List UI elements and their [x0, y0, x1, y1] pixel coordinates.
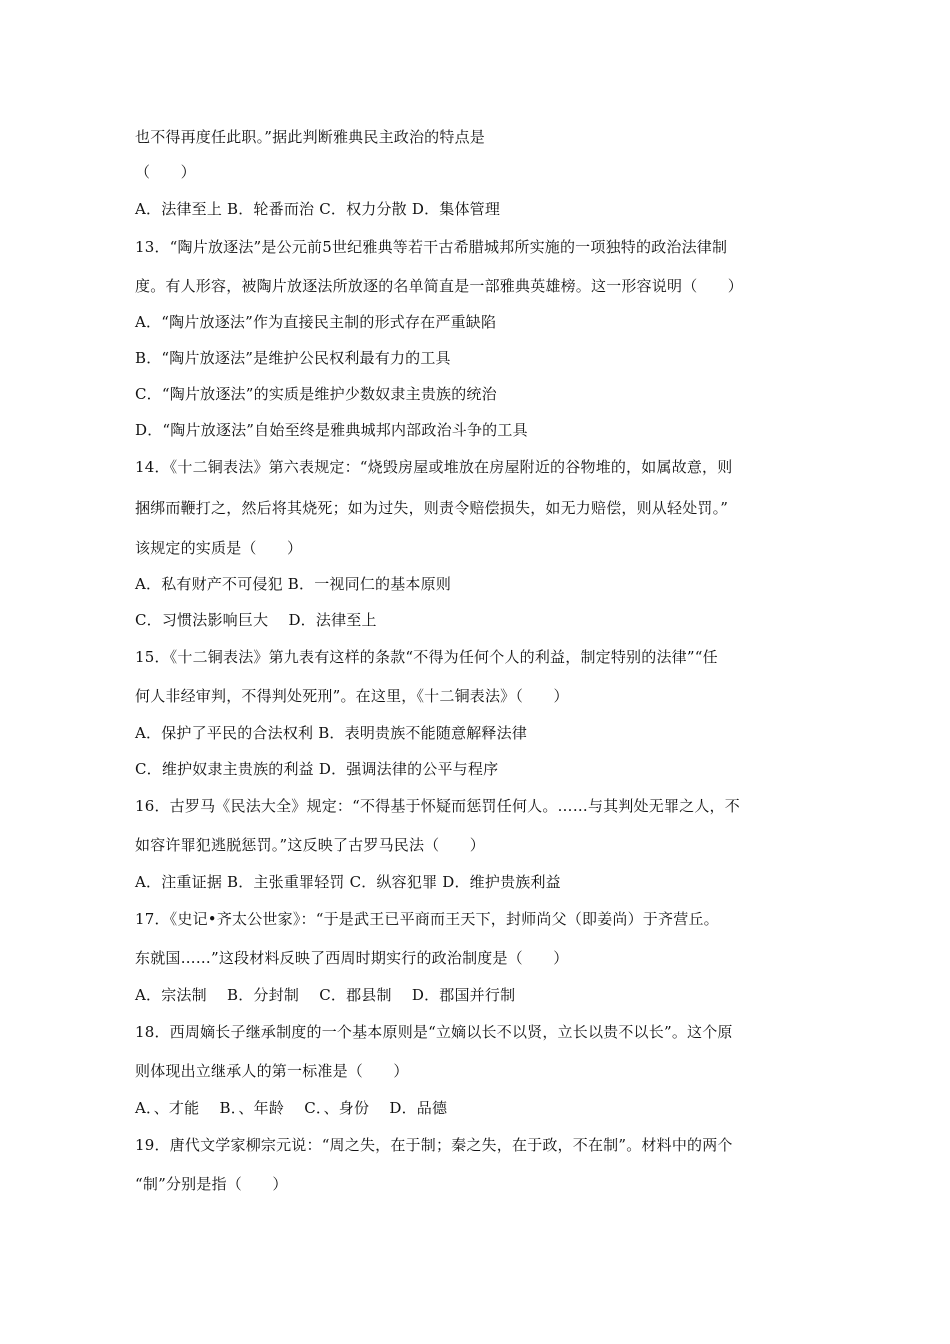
text-line: “制”分别是指（ ）	[135, 1175, 288, 1193]
text-line: A．法律至上 B．轮番而治 C．权力分散 D．集体管理	[135, 200, 501, 218]
options-line: A．注重证据 B．主张重罪轻罚 C．纵容犯罪 D．维护贵族利益	[135, 873, 561, 891]
options-line: A．宗法制 B．分封制 C．郡县制 D．郡国并行制	[135, 986, 516, 1004]
text-line: 如容许罪犯逃脱惩罚。”这反映了古罗马民法（ ）	[135, 836, 485, 854]
option-c: C．“陶片放逐法”的实质是维护少数奴隶主贵族的统治	[135, 385, 497, 403]
text-line: 东就国……”这段材料反映了西周时期实行的政治制度是（ ）	[135, 949, 569, 967]
question-15-stem: 15．《十二铜表法》第九表有这样的条款“不得为任何个人的利益，制定特别的法律”“任	[135, 648, 718, 666]
options-cd: C．习惯法影响巨大 D．法律至上	[135, 611, 377, 629]
option-d: D．“陶片放逐法”自始至终是雅典城邦内部政治斗争的工具	[135, 421, 528, 439]
question-14-stem: 14．《十二铜表法》第六表规定：“烧毁房屋或堆放在房屋附近的谷物堆的，如属故意，则	[135, 458, 733, 476]
text-line: 捆绑而鞭打之，然后将其烧死；如为过失，则责令赔偿损失，如无力赔偿，则从轻处罚。”	[135, 499, 729, 517]
text-line: 则体现出立继承人的第一标准是（ ）	[135, 1062, 409, 1080]
text-line: 该规定的实质是（ ）	[135, 539, 303, 557]
options-ab: A．保护了平民的合法权利 B．表明贵族不能随意解释法律	[135, 724, 528, 742]
text-line: 度。有人形容，被陶片放逐法所放逐的名单简直是一部雅典英雄榜。这一形容说明（ ）	[135, 277, 744, 295]
options-cd: C．维护奴隶主贵族的利益 D．强调法律的公平与程序	[135, 760, 499, 778]
text-line: （ ）	[135, 163, 196, 181]
question-17-stem: 17．《史记•齐太公世家》：“于是武王已平商而王天下，封师尚父（即姜尚）于齐营丘。	[135, 910, 719, 928]
options-ab: A．私有财产不可侵犯 B．一视同仁的基本原则	[135, 575, 452, 593]
text-line: 也不得再度任此职。”据此判断雅典民主政治的特点是	[135, 128, 485, 146]
option-b: B．“陶片放逐法”是维护公民权利最有力的工具	[135, 349, 451, 367]
options-line: A．、才能 B．、年龄 C．、身份 D．品德	[135, 1099, 448, 1117]
option-a: A．“陶片放逐法”作为直接民主制的形式存在严重缺陷	[135, 313, 497, 331]
question-19-stem: 19．唐代文学家柳宗元说：“周之失，在于制；秦之失，在于政，不在制”。材料中的两个	[135, 1136, 733, 1154]
question-13-stem: 13．“陶片放逐法”是公元前5世纪雅典等若干古希腊城邦所实施的一项独特的政治法律制	[135, 238, 728, 256]
text-line: 何人非经审判，不得判处死刑”。在这里，《十二铜表法》（ ）	[135, 687, 569, 705]
question-16-stem: 16．古罗马《民法大全》规定：“不得基于怀疑而惩罚任何人。……与其判处无罪之人，不	[135, 797, 740, 815]
question-18-stem: 18．西周嫡长子继承制度的一个基本原则是“立嫡以长不以贤，立长以贵不以长”。这个原	[135, 1023, 733, 1041]
